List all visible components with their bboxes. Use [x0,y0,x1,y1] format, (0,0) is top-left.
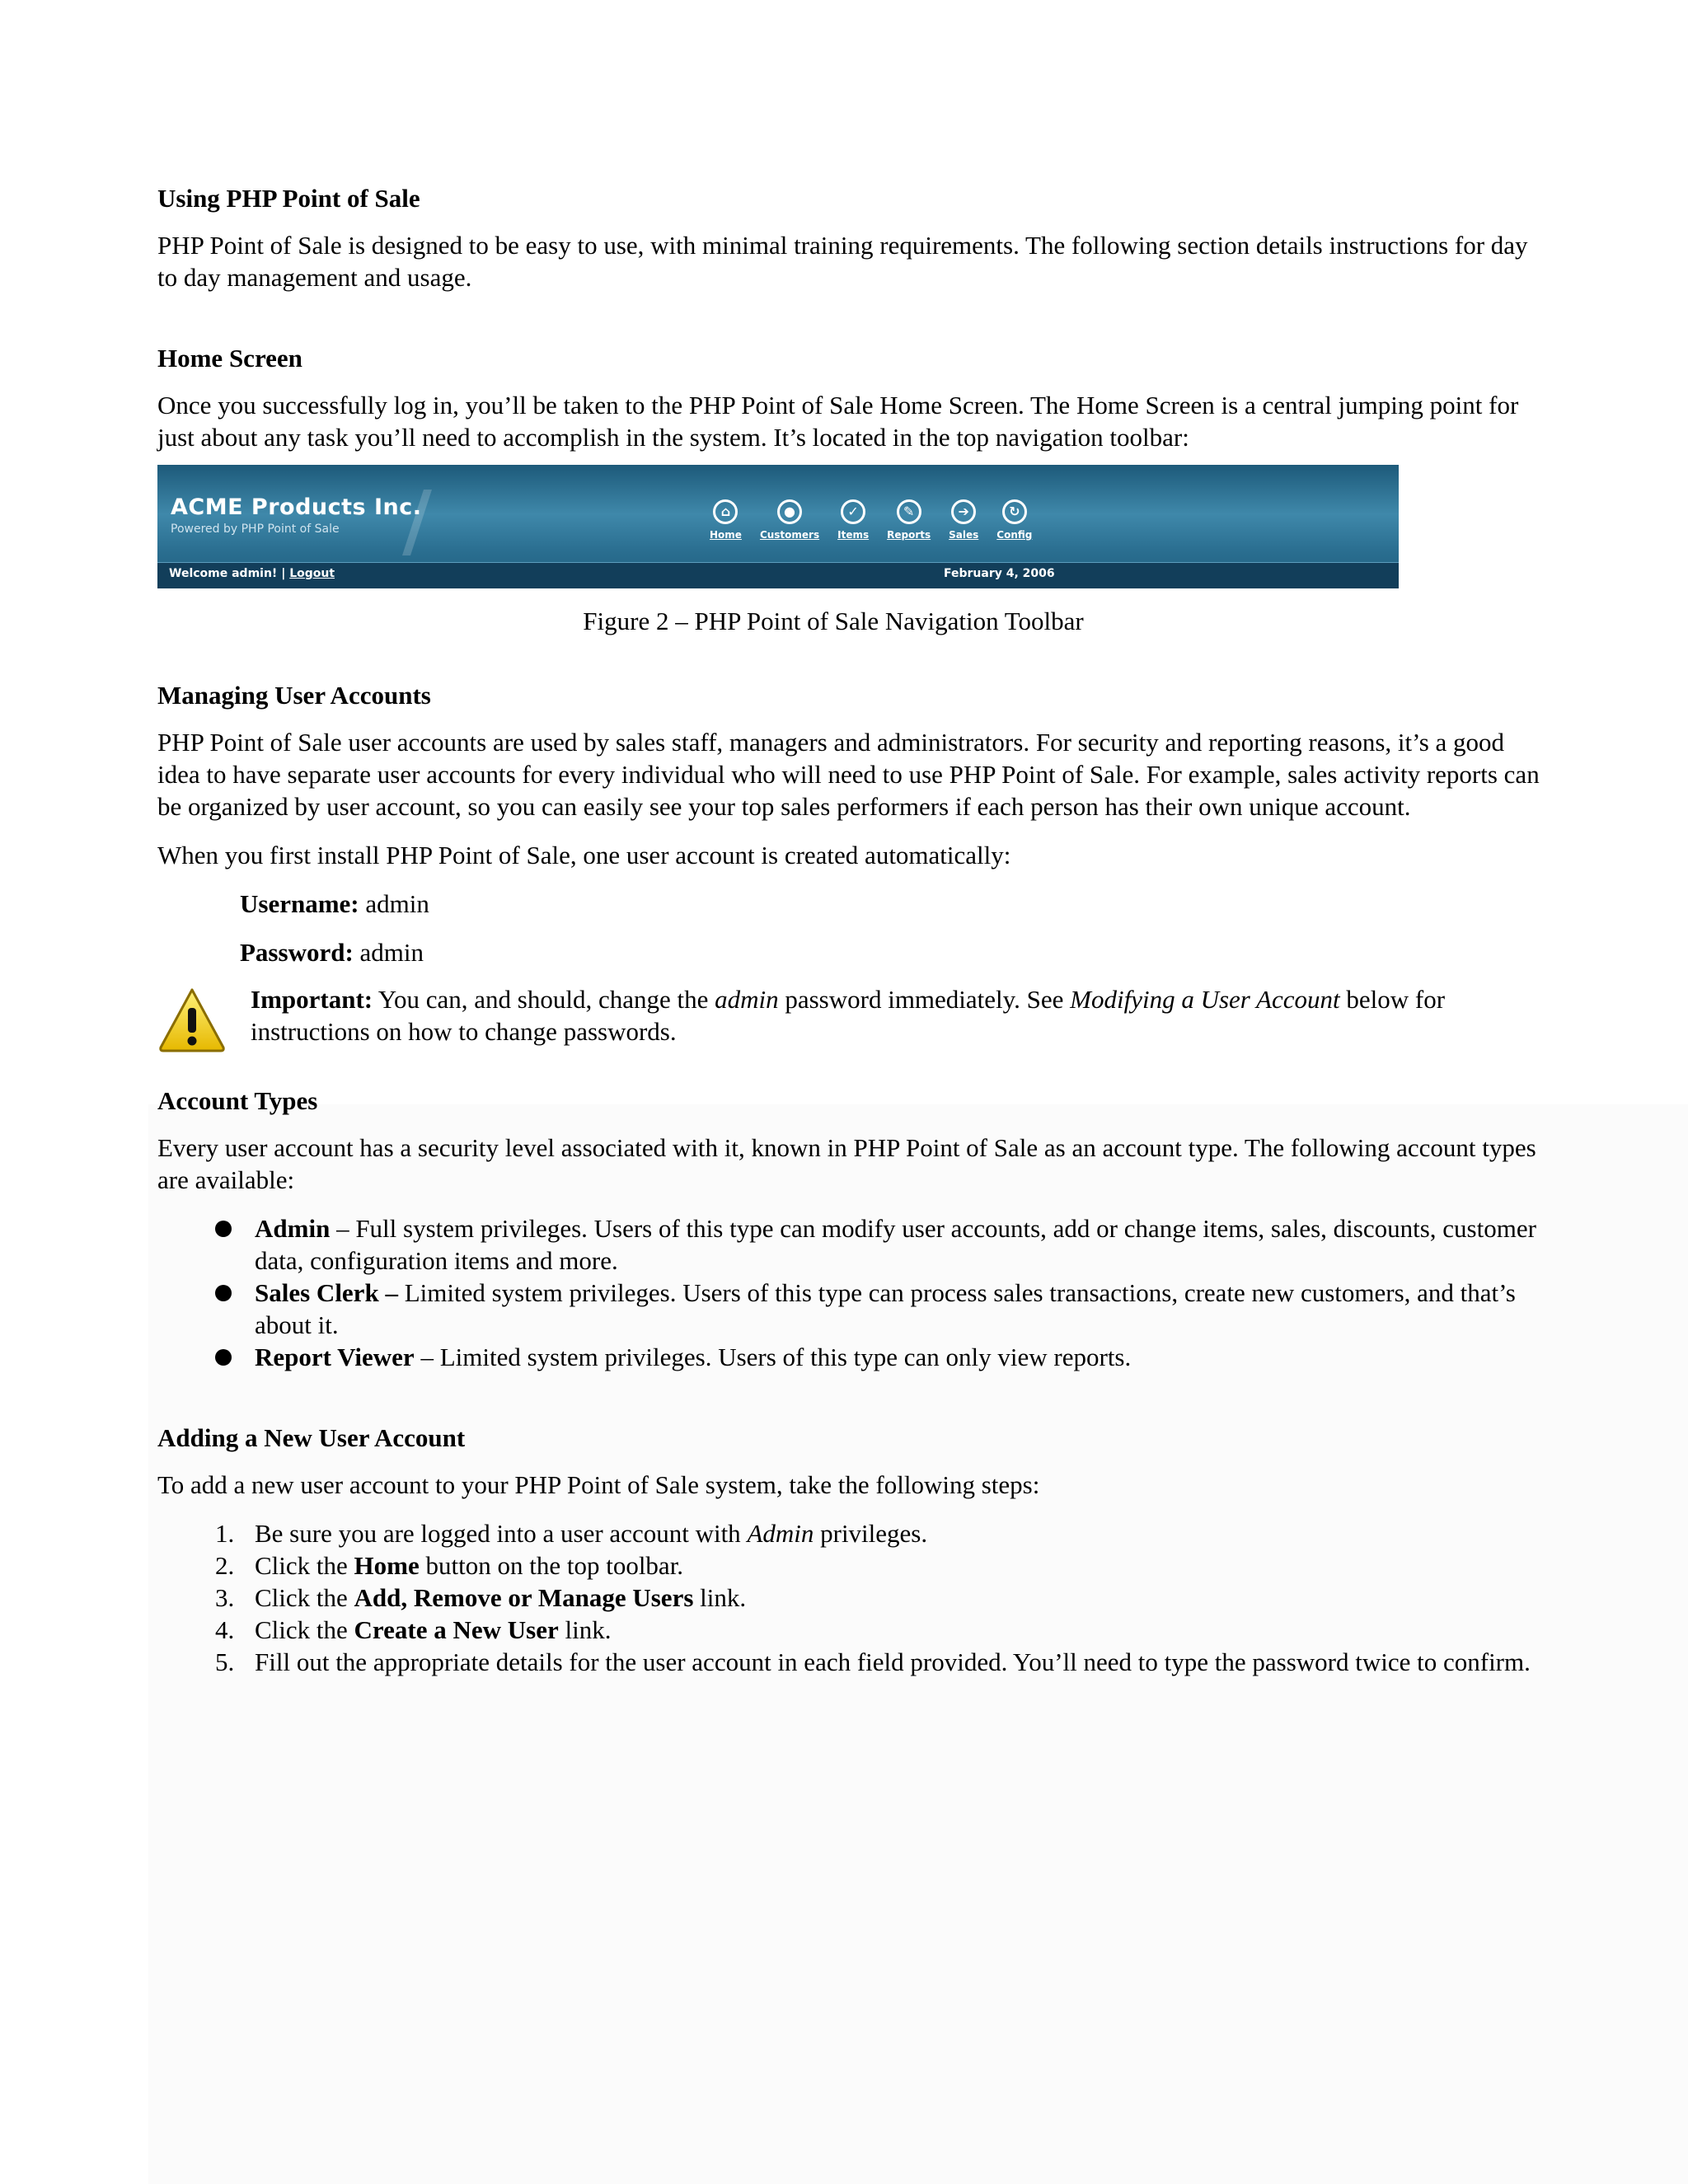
step-item [215,1549,1542,1582]
important-section-ref: Modifying a User Account [1070,985,1340,1014]
toolbar-nav-label: Config [996,529,1033,541]
welcome-text: Welcome admin! | [169,567,290,580]
important-text-c: password immediately. See [778,985,1071,1014]
step-number: 3. [215,1583,235,1612]
username-value: admin [359,889,429,918]
account-type-description: Limited system privileges. Users of this type can only view reports. [439,1343,1132,1371]
account-types-list [157,1212,1542,1373]
account-type-name: Report Viewer [255,1343,415,1371]
default-credentials [240,888,1542,968]
account-type-name: Admin [255,1214,331,1243]
password-value: admin [353,938,424,967]
step-text-tail: link. [693,1583,747,1612]
toolbar-nav-label: Reports [887,529,931,541]
step-text-tail: link. [558,1615,612,1644]
step-text: Click the [255,1583,354,1612]
account-type-description: Full system privileges. Users of this type can modify user accounts, add or change items, sales, discounts, customer data, configuration items and more. [255,1214,1536,1275]
bullet-icon [215,1221,232,1237]
items-icon: ✓ [841,499,865,524]
figure-caption: Figure 2 – PHP Point of Sale Navigation Toolbar [583,607,1084,635]
account-type-separator: – [330,1214,356,1243]
step-text: Click the [255,1615,354,1644]
account-type-name: Sales Clerk [255,1278,379,1307]
first-install-paragraph: When you first install PHP Point of Sale, one user account is created automatically: [157,841,1011,869]
logout-link: Logout [289,567,335,580]
sales-icon: ➔ [951,499,976,524]
config-icon: ↻ [1002,499,1027,524]
customers-icon: ● [777,499,802,524]
step-number: 4. [215,1615,235,1644]
step-emphasis: Admin [747,1519,814,1548]
toolbar-powered-by: Powered by PHP Point of Sale [171,523,340,536]
toolbar-nav-item-config [996,499,1032,541]
step-number: 5. [215,1647,235,1676]
password-label: Password: [240,938,354,967]
document-content [157,183,1542,1678]
important-text [251,983,1542,1047]
step-text: Fill out the appropriate details for the user account in each field provided. You’ll need to type the password twice to confirm. [255,1647,1531,1676]
step-emphasis: Create a New User [354,1615,559,1644]
toolbar-nav-label: Items [837,529,870,541]
navigation-toolbar-figure [157,465,1399,588]
toolbar-nav-label: Home [710,529,742,541]
important-label: Important: [251,985,373,1014]
reports-icon: ✎ [897,499,921,524]
toolbar-nav-item-reports [887,499,931,541]
toolbar-welcome [169,567,335,580]
step-item [215,1582,1542,1614]
important-note [157,983,1542,1057]
toolbar-nav-item-home [710,499,742,541]
step-emphasis: Add, Remove or Manage Users [354,1583,694,1612]
step-item [215,1517,1542,1549]
heading-account-types: Account Types [157,1086,318,1115]
toolbar-brand: ACME Products Inc. [171,494,422,520]
heading-using-php-pos: Using PHP Point of Sale [157,184,420,213]
warning-icon [157,985,227,1054]
bullet-icon [215,1349,232,1366]
user-accounts-paragraph: PHP Point of Sale user accounts are used by sales staff, managers and administrators. For security and reporting reasons, it’s a good idea to have separate user accounts for every individual who will need to use PHP Point of Sale. For example, sales activity reports can be organized by user account, so you can easily see your top sales performers if each person has their own unique account. [157,728,1540,821]
add-user-steps [157,1517,1542,1678]
step-number: 1. [215,1519,235,1548]
account-type-description: Limited system privileges. Users of this type can process sales transactions, create new customers, and that’s about it. [255,1278,1516,1339]
heading-managing-user-accounts: Managing User Accounts [157,681,431,710]
home-screen-paragraph: Once you successfully log in, you’ll be taken to the PHP Point of Sale Home Screen. The Home Screen is a central jumping point for just about any task you’ll need to accomplish in the system. It’s located in the top navigation toolbar: [157,391,1519,452]
step-text-tail: button on the top toolbar. [419,1551,684,1580]
step-emphasis: Home [354,1551,420,1580]
adding-user-paragraph: To add a new user account to your PHP Point of Sale system, take the following steps: [157,1470,1040,1499]
account-type-separator: – [378,1278,405,1307]
account-types-paragraph: Every user account has a security level associated with it, known in PHP Point of Sale as an account type. The following account types are available: [157,1133,1536,1194]
important-text-a: You can, and should, change the [373,985,715,1014]
toolbar-nav-item-sales [949,499,978,541]
heading-adding-new-user: Adding a New User Account [157,1423,466,1452]
username-line [240,888,1542,920]
heading-home-screen: Home Screen [157,344,302,373]
important-text-e: below for instructions on how to change passwords. [251,985,1446,1046]
intro-paragraph: PHP Point of Sale is designed to be easy to use, with minimal training requirements. The following section details instructions for day to day management and usage. [157,231,1528,292]
toolbar-nav-item-items [837,499,869,541]
bullet-icon [215,1285,232,1301]
toolbar-nav-label: Customers [759,529,820,541]
toolbar-nav-item-customers [760,499,819,541]
account-type-item [215,1277,1542,1341]
step-number: 2. [215,1551,235,1580]
step-text: Click the [255,1551,354,1580]
step-item [215,1614,1542,1646]
toolbar-nav-label: Sales [949,529,979,541]
account-type-item [215,1212,1542,1277]
account-type-item [215,1341,1542,1373]
toolbar-date: February 4, 2006 [944,567,1055,580]
username-label: Username: [240,889,359,918]
step-text-tail: privileges. [814,1519,928,1548]
step-text: Be sure you are logged into a user account with [255,1519,748,1548]
toolbar-nav [710,499,1050,541]
toolbar-status-bar [157,562,1399,588]
important-admin-term: admin [715,985,779,1014]
account-type-separator: – [414,1343,440,1371]
home-icon: ⌂ [713,499,738,524]
password-line [240,936,1542,968]
step-item [215,1646,1542,1678]
